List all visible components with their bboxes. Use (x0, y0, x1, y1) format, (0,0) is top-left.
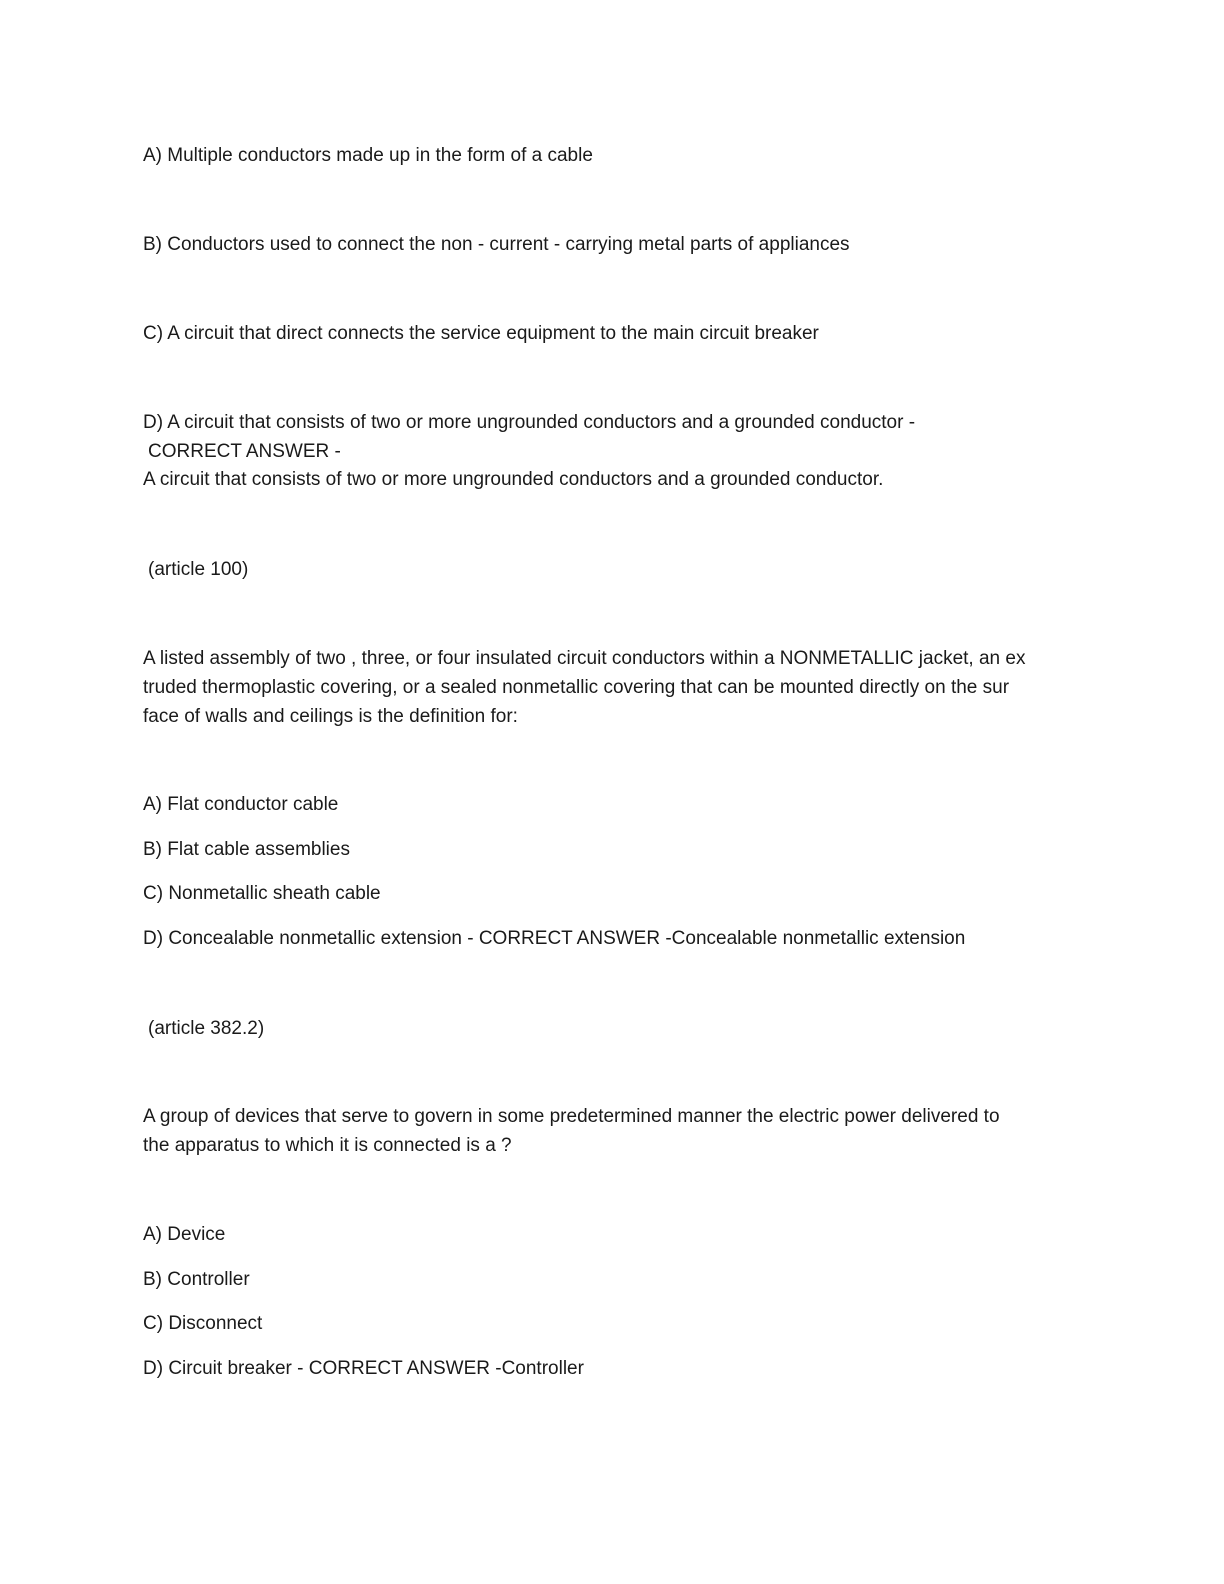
q2-option-a: A) Flat conductor cable (143, 794, 339, 815)
q2-option-d: D) Concealable nonmetallic extension - CORRECT ANSWER -Concealable nonmetallic extension (143, 928, 966, 949)
q2-question-line-3: face of walls and ceilings is the definition for: (143, 706, 518, 727)
q2-question-line-1: A listed assembly of two , three, or four insulated circuit conductors within a NONMETALLIC jacket, an ex (143, 648, 1026, 669)
q3-question-line-2: the apparatus to which it is connected is a ? (143, 1135, 512, 1156)
q1-reference: (article 100) (148, 559, 249, 580)
q1-answer: A circuit that consists of two or more ungrounded conductors and a grounded conductor. (143, 469, 884, 490)
q1-option-c: C) A circuit that direct connects the service equipment to the main circuit breaker (143, 323, 819, 344)
q2-option-c: C) Nonmetallic sheath cable (143, 883, 381, 904)
q1-option-a: A) Multiple conductors made up in the form of a cable (143, 145, 593, 166)
q2-option-b: B) Flat cable assemblies (143, 839, 350, 860)
q3-option-d: D) Circuit breaker - CORRECT ANSWER -Controller (143, 1358, 584, 1379)
q1-option-b: B) Conductors used to connect the non - current - carrying metal parts of appliances (143, 234, 850, 255)
q1-correct-label: CORRECT ANSWER - (148, 441, 341, 462)
q2-question-line-2: truded thermoplastic covering, or a sealed nonmetallic covering that can be mounted directly on the sur (143, 677, 1010, 698)
q2-reference: (article 382.2) (148, 1018, 265, 1039)
q3-option-b: B) Controller (143, 1269, 250, 1290)
q3-option-c: C) Disconnect (143, 1313, 263, 1334)
q1-option-d: D) A circuit that consists of two or more ungrounded conductors and a grounded conductor - (143, 412, 916, 433)
q3-question-line-1: A group of devices that serve to govern in some predetermined manner the electric power delivered to (143, 1106, 1000, 1127)
q3-option-a: A) Device (143, 1224, 226, 1245)
